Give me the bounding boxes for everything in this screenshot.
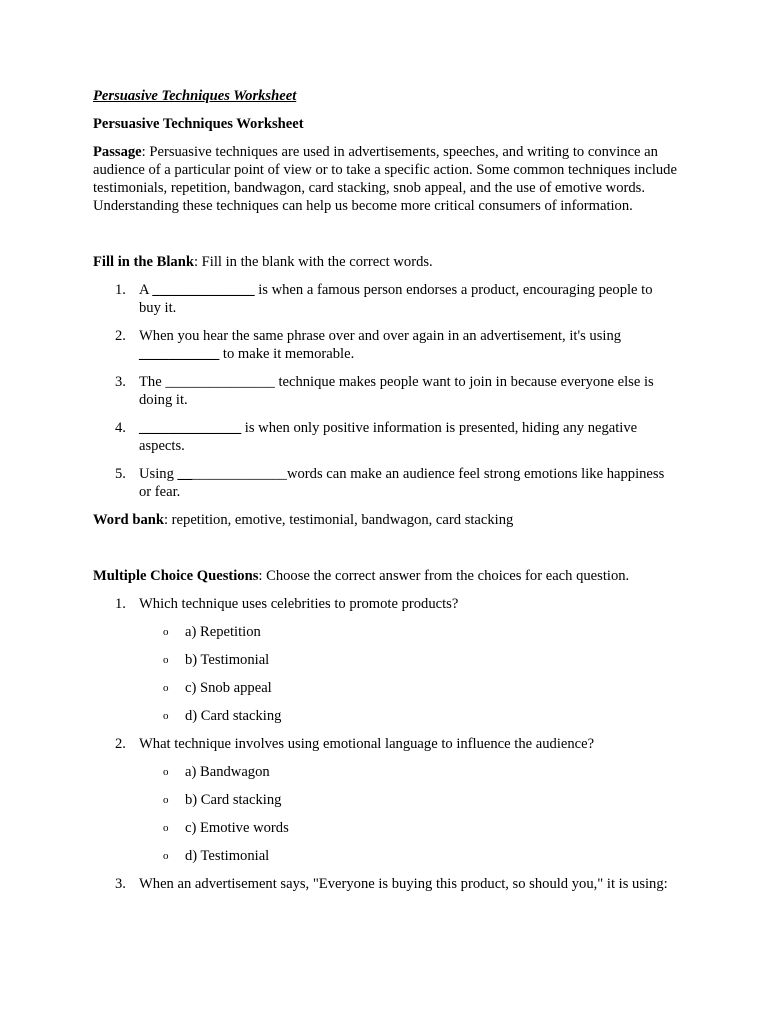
passage-text: : Persuasive techniques are used in advertisements, speeches, and writing to convince an audience of a particular point of view or to take a specific action. Some common techniques include testimonials, repetition, bandwagon, card stacking, snob appeal, and the use of emotive words. Understanding these techniques can help us become more critical consumers of information. <box>93 144 677 214</box>
choice-item <box>139 679 678 697</box>
bullet-icon: o <box>163 710 169 722</box>
question-number: 3. <box>115 876 126 892</box>
choice-item <box>139 791 678 809</box>
fill-blank-instructions-text: : Fill in the blank with the correct words. <box>193 254 433 270</box>
choice-text: a) Repetition <box>185 624 261 640</box>
fill-blank-item <box>93 327 678 363</box>
bullet-icon: o <box>163 682 169 694</box>
choice-text: b) Card stacking <box>185 792 282 808</box>
answer-blank: ___________ <box>139 346 220 362</box>
multiple-choice-instructions-text: : Choose the correct answer from the choices for each question. <box>258 568 630 584</box>
fill-blank-instructions <box>93 253 678 271</box>
item-text-after: is when a famous person endorses a product, encouraging people to buy it. <box>139 282 653 316</box>
word-bank <box>93 511 678 529</box>
worksheet-heading: Persuasive Techniques Worksheet <box>93 116 304 132</box>
choice-item <box>139 763 678 781</box>
choice-list <box>139 623 678 725</box>
choice-item <box>139 707 678 725</box>
item-text-before: When you hear the same phrase over and over again in an advertisement, it's using <box>139 328 622 344</box>
bullet-icon: o <box>163 794 169 806</box>
choice-item <box>139 847 678 865</box>
bullet-icon: o <box>163 850 169 862</box>
word-bank-label: Word bank <box>93 512 164 528</box>
item-text-before: A <box>139 282 153 298</box>
choice-list <box>139 763 678 865</box>
passage-paragraph <box>93 143 678 215</box>
answer-blank: ______________ <box>152 282 255 298</box>
choice-text: d) Testimonial <box>185 848 270 864</box>
question-text: Which technique uses celebrities to promote products? <box>139 596 459 612</box>
choice-text: a) Bandwagon <box>185 764 270 780</box>
fill-blank-item <box>93 465 678 501</box>
item-number: 5. <box>115 466 126 482</box>
choice-text: c) Emotive words <box>185 820 289 836</box>
passage-label: Passage <box>93 144 142 160</box>
worksheet-page <box>93 87 678 893</box>
question-number: 1. <box>115 596 126 612</box>
answer-blank: __ <box>177 466 193 482</box>
item-text-after: is when only positive information is presented, hiding any negative aspects. <box>139 420 638 454</box>
item-number: 1. <box>115 282 126 298</box>
item-number: 4. <box>115 420 126 436</box>
question-item <box>93 735 678 865</box>
multiple-choice-instructions <box>93 567 678 585</box>
choice-text: d) Card stacking <box>185 708 282 724</box>
multiple-choice-list <box>93 595 678 893</box>
choice-text: b) Testimonial <box>185 652 270 668</box>
bullet-icon: o <box>163 822 169 834</box>
item-number: 2. <box>115 328 126 344</box>
fill-blank-label: Fill in the Blank <box>93 254 194 270</box>
multiple-choice-label: Multiple Choice Questions <box>93 568 259 584</box>
choice-item <box>139 623 678 641</box>
bullet-icon: o <box>163 654 169 666</box>
item-text-after: to make it memorable. <box>219 346 355 362</box>
fill-blank-list <box>93 281 678 501</box>
question-item <box>93 875 678 893</box>
question-number: 2. <box>115 736 126 752</box>
document-title: Persuasive Techniques Worksheet <box>93 88 297 104</box>
question-item <box>93 595 678 725</box>
item-text-before: The <box>139 374 166 390</box>
bullet-icon: o <box>163 626 169 638</box>
fill-blank-item <box>93 281 678 317</box>
answer-blank: _____________ <box>165 374 261 390</box>
word-bank-text: : repetition, emotive, testimonial, bandwagon, card stacking <box>163 512 514 528</box>
choice-item <box>139 819 678 837</box>
choice-text: c) Snob appeal <box>185 680 272 696</box>
question-text: What technique involves using emotional language to influence the audience? <box>139 736 595 752</box>
item-number: 3. <box>115 374 126 390</box>
fill-blank-item <box>93 419 678 455</box>
item-text-after: _____________words can make an audience feel strong emotions like happiness or fear. <box>139 466 665 500</box>
item-text-before: Using <box>139 466 178 482</box>
choice-item <box>139 651 678 669</box>
question-text: When an advertisement says, "Everyone is buying this product, so should you," it is using: <box>139 876 668 892</box>
bullet-icon: o <box>163 766 169 778</box>
item-text-after: __ technique makes people want to join in because everyone else is doing it. <box>139 374 654 408</box>
answer-blank: ______________ <box>139 420 242 436</box>
fill-blank-item <box>93 373 678 409</box>
